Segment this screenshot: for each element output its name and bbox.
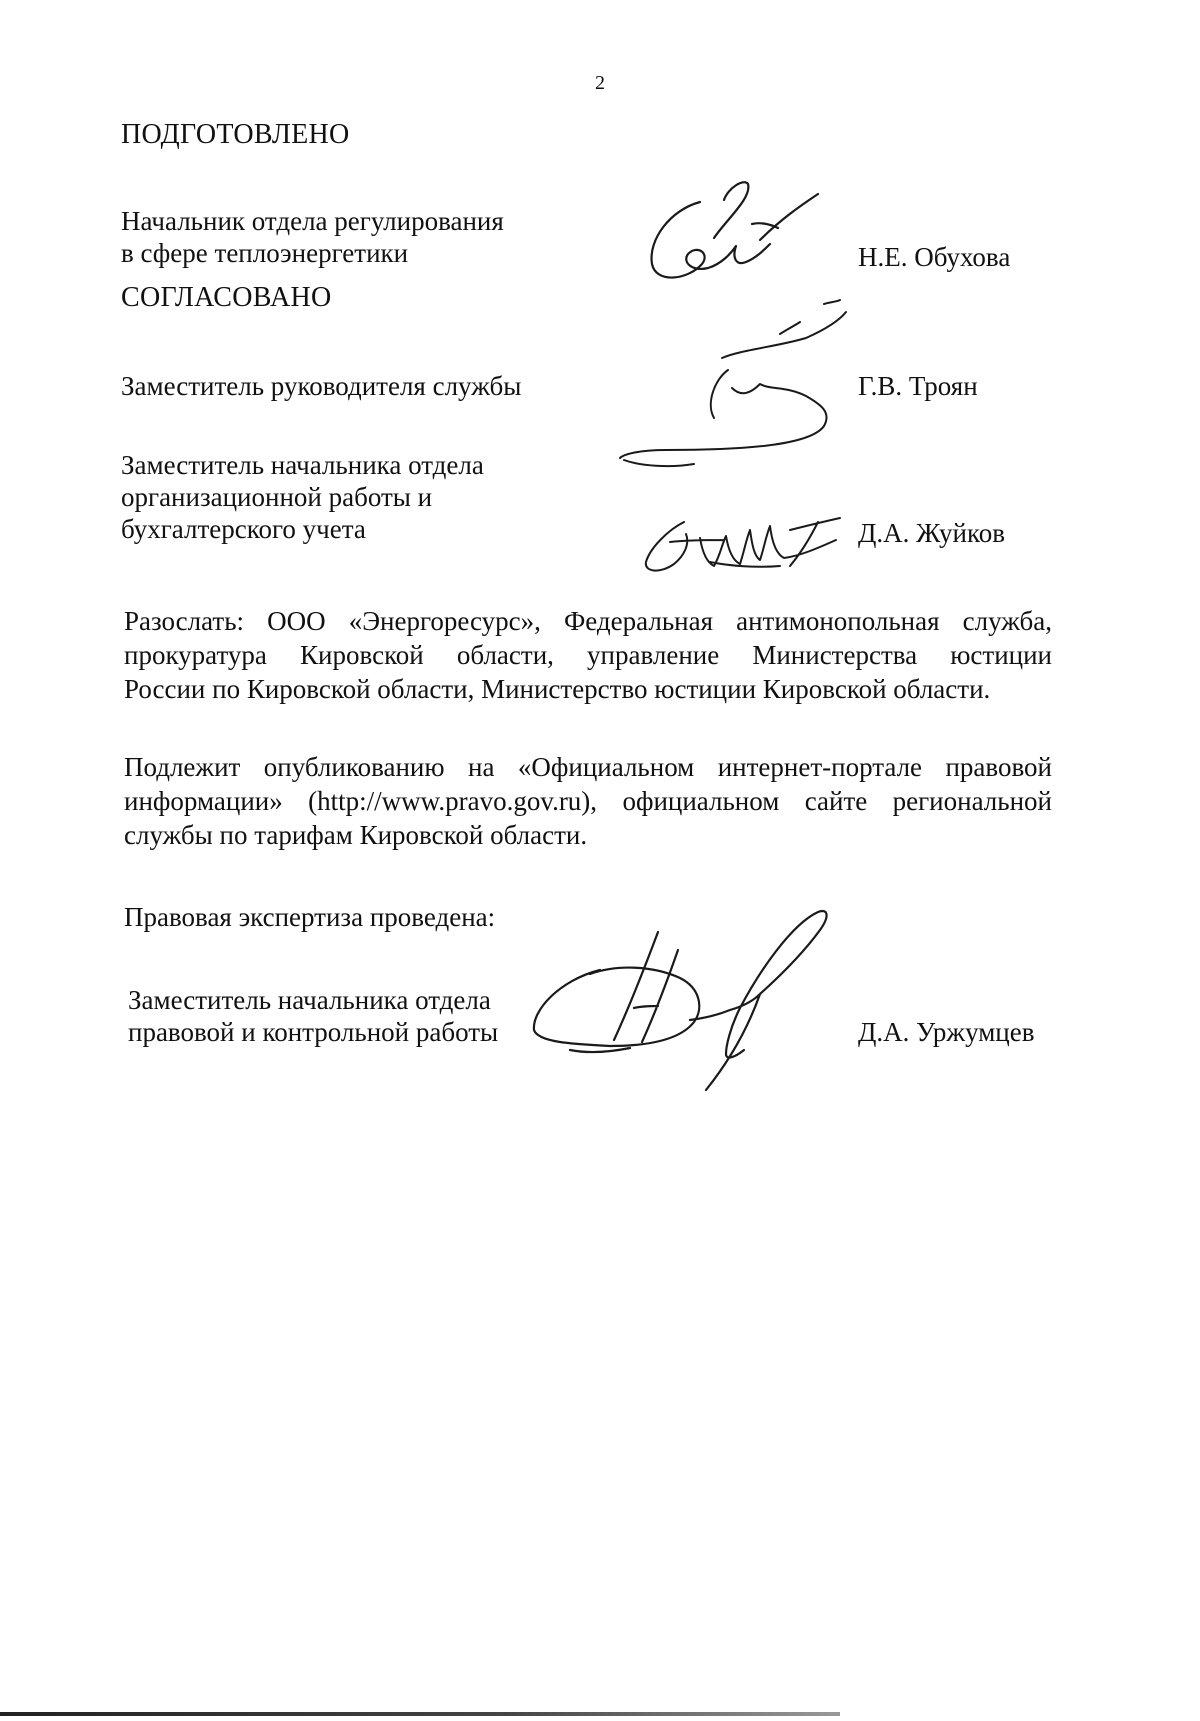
distribution-line-2: прокуратура Кировской области, управление Министерства юстиции [124,640,1052,670]
legal-review-position-line-2: правовой и контрольной работы [128,1017,499,1047]
legal-review-signer-name: Д.А. Уржумцев [858,1017,1035,1047]
signature-troyan [610,300,870,480]
agreed-signer-2-name: Д.А. Жуйков [858,518,1005,548]
agreed-signer-2-position-line-2: организационной работы и [121,482,433,512]
legal-review-position-line-1: Заместитель начальника отдела [128,985,491,1015]
signature-zhuikov [640,500,850,580]
agreed-signer-2-position-line-1: Заместитель начальника отдела [121,450,484,480]
signature-obukhova [640,180,830,290]
publication-line-1: Подлежит опубликованию на «Официальном интернет-портале правовой [124,752,1052,782]
agreed-signer-1-position: Заместитель руководителя службы [121,371,522,401]
distribution-line-3: России по Кировской области, Министерство юстиции Кировской области. [124,674,991,704]
signature-urzhumtsev [530,910,860,1100]
agreed-signer-2-position-line-3: бухгалтерского учета [121,514,366,544]
prepared-position-line-1: Начальник отдела регулирования [121,206,504,236]
distribution-paragraph [124,604,1052,706]
legal-review-heading: Правовая экспертиза проведена: [124,902,496,932]
agreed-heading: СОГЛАСОВАНО [121,282,332,313]
agreed-signer-1-name: Г.В. Троян [858,371,978,401]
publication-paragraph [124,750,1052,852]
prepared-heading: ПОДГОТОВЛЕНО [121,119,350,150]
bottom-rule [0,1712,840,1716]
distribution-line-1: Разослать: ООО «Энергоресурс», Федеральная антимонопольная служба, [124,606,1052,636]
publication-line-3: службы по тарифам Кировской области. [124,820,588,850]
page-number: 2 [595,72,605,94]
publication-line-2: информации» (http://www.pravo.gov.ru), официальном сайте региональной [124,786,1052,816]
prepared-position-line-2: в сфере теплоэнергетики [121,238,409,268]
prepared-signer-name: Н.Е. Обухова [858,242,1011,272]
